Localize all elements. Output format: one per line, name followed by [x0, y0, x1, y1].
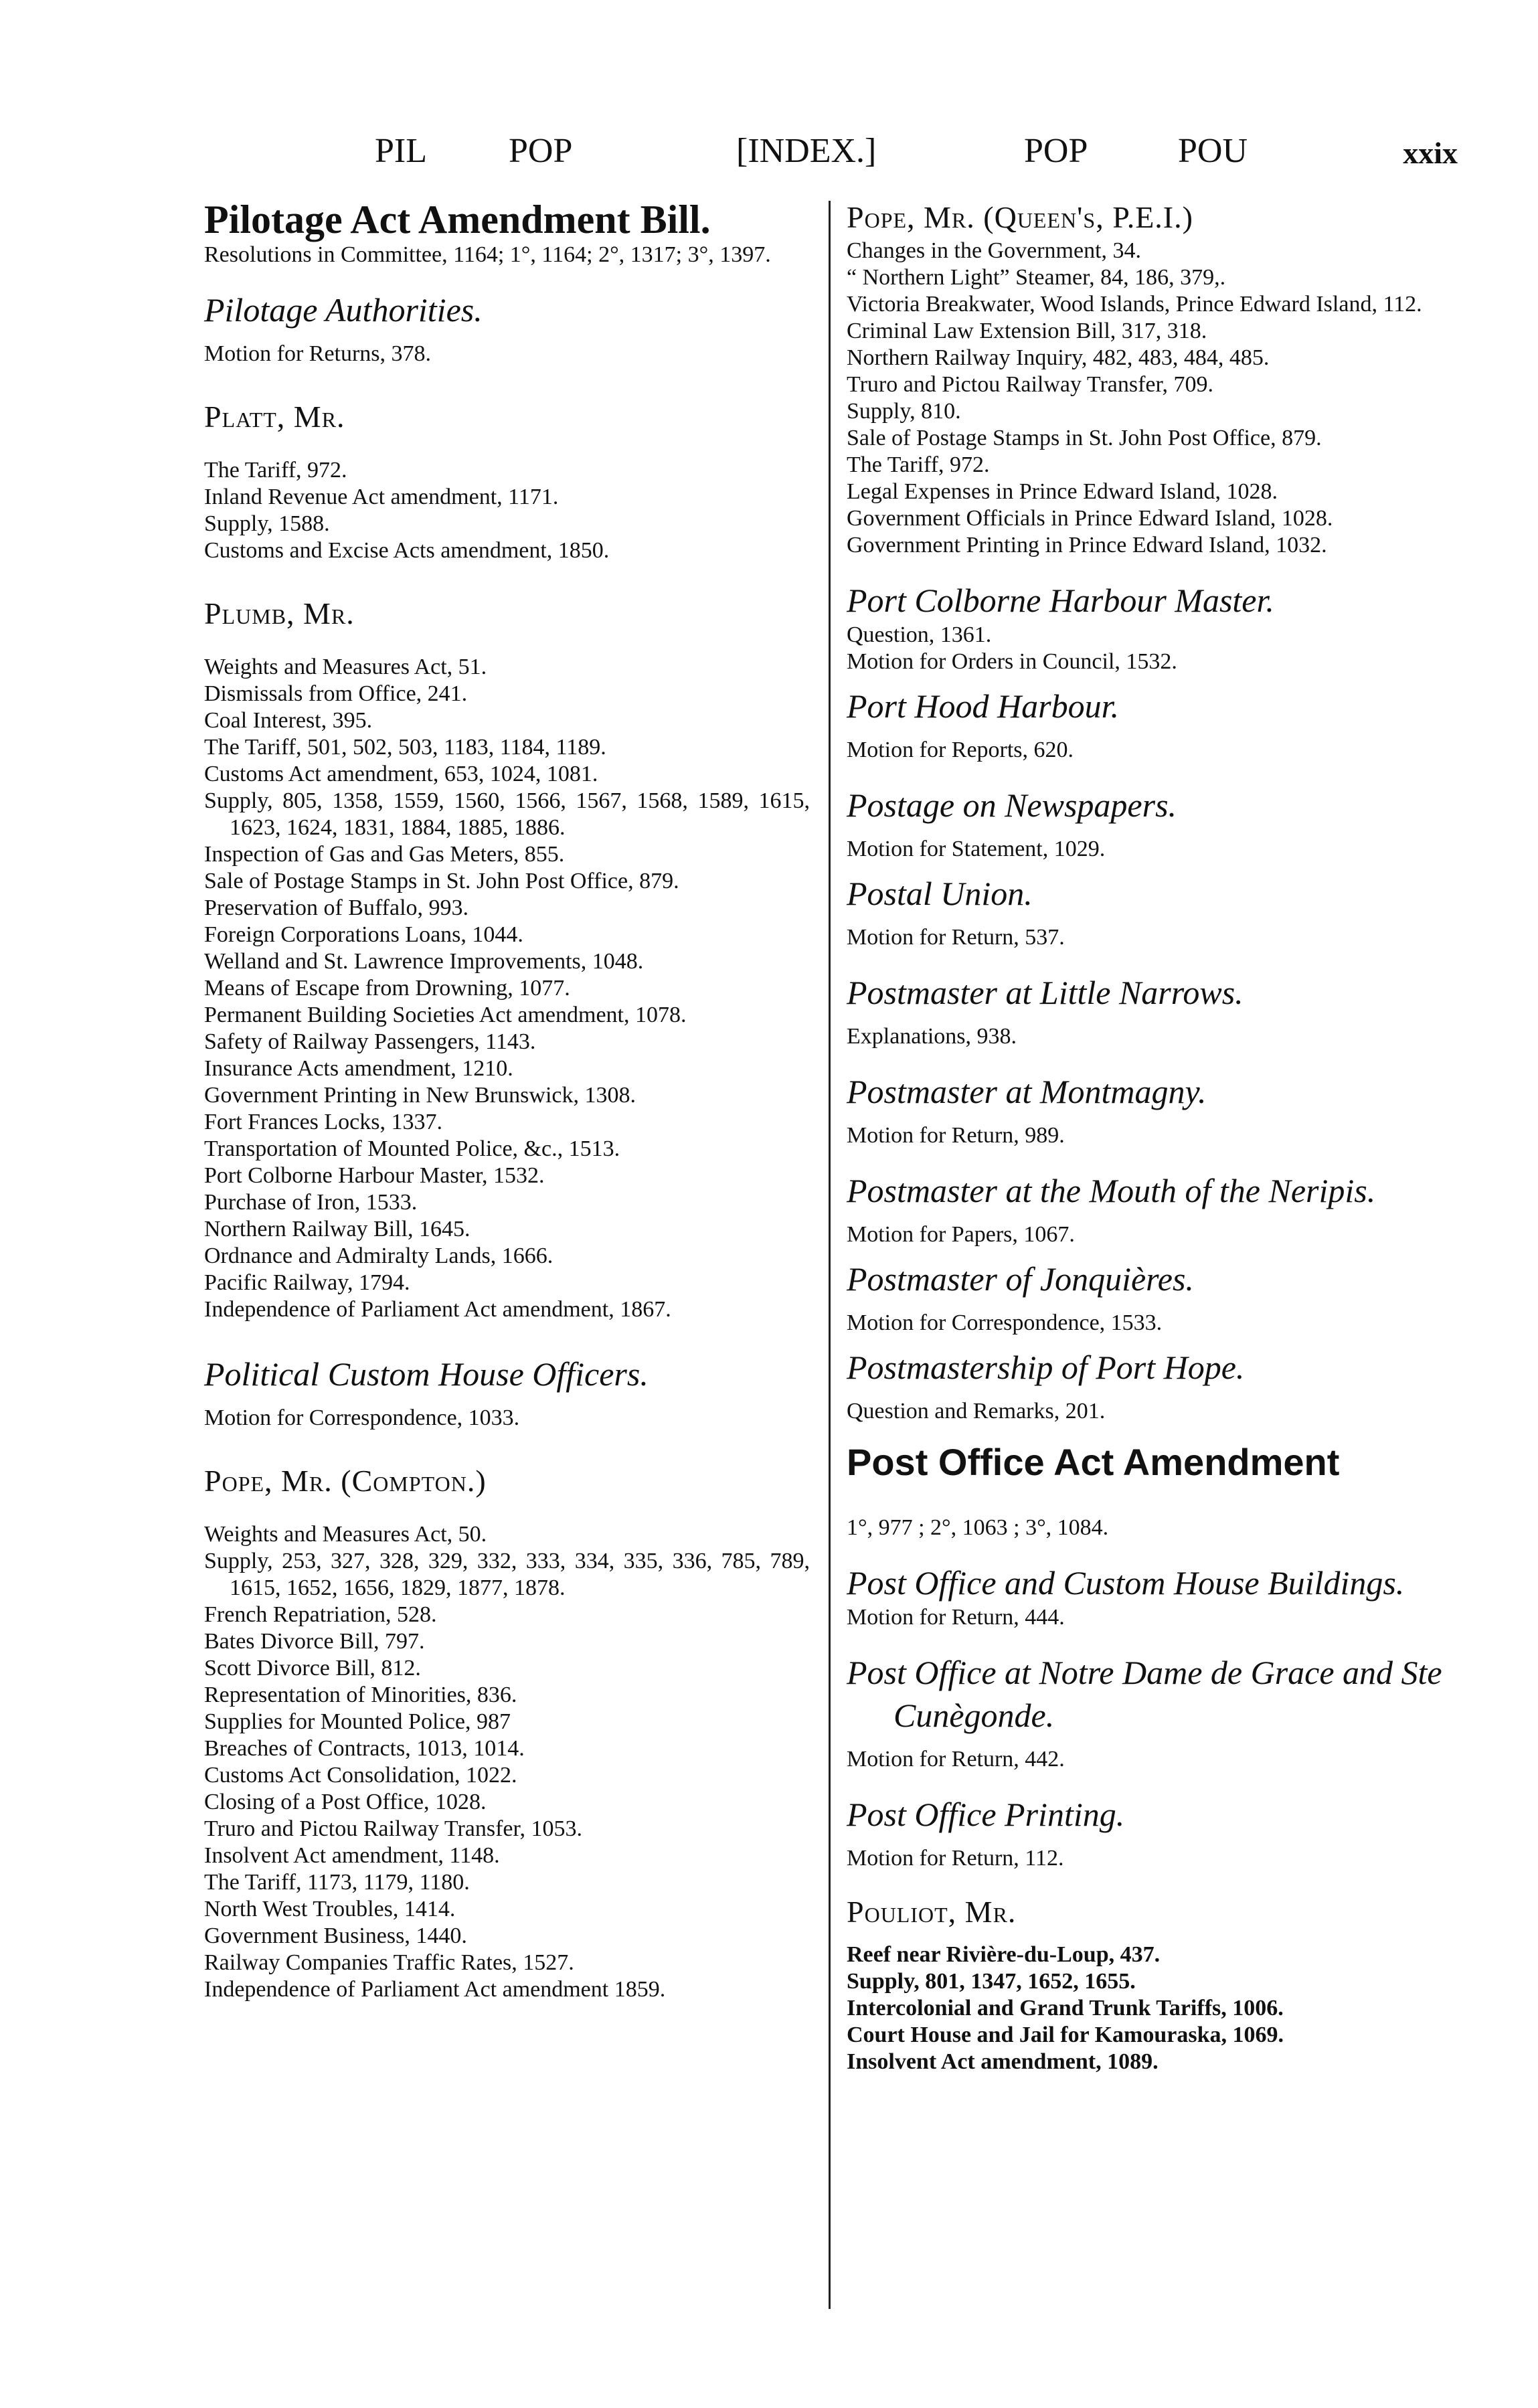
- entry-po-printing: [847, 1793, 1456, 1872]
- list-item: Motion for Return, 442.: [847, 1747, 1065, 1772]
- list-item: Motion for Correspondence, 1033.: [204, 1405, 520, 1430]
- list-item: Closing of a Post Office, 1028.: [204, 1790, 487, 1814]
- list-item: Motion for Statement, 1029.: [847, 837, 1106, 861]
- list-item: Court House and Jail for Kamouraska, 1069.: [847, 2023, 1284, 2047]
- list-item: Preservation of Buffalo, 993.: [204, 895, 469, 920]
- entry-heading: Port Colborne Harbour Master.: [847, 582, 1274, 619]
- entry-heading: Postal Union.: [847, 875, 1033, 912]
- list-item: Government Officials in Prince Edward Island, 1028.: [847, 506, 1333, 531]
- list-item: Breaches of Contracts, 1013, 1014.: [204, 1736, 525, 1761]
- running-header: [201, 131, 1458, 178]
- entry-pope-compton: [204, 1461, 810, 2003]
- entry-heading: Post Office at Notre Dame de Grace and Ste Cunègonde.: [847, 1654, 1442, 1734]
- entry-heading: Postmaster at Montmagny.: [847, 1073, 1207, 1110]
- list-item: Reef near Rivière-du-Loup, 437.: [847, 1942, 1161, 1967]
- entry-items: [847, 1515, 1456, 1541]
- entry-items: [847, 836, 1456, 863]
- entry-heading: Pope, Mr. (Queen's, P.E.I.): [847, 200, 1193, 234]
- entry-heading: Pope, Mr. (Compton.): [204, 1464, 487, 1498]
- list-item: Supply, 1588.: [204, 511, 330, 536]
- right-column: [847, 197, 1456, 2075]
- list-item: “ Northern Light” Steamer, 84, 186, 379,.: [847, 265, 1226, 290]
- entry-items: [847, 238, 1456, 559]
- list-item: North West Troubles, 1414.: [204, 1897, 456, 1921]
- entry-heading: Postmaster of Jonquières.: [847, 1260, 1194, 1298]
- list-item: Explanations, 938.: [847, 1024, 1017, 1049]
- list-item: Customs Act Consolidation, 1022.: [204, 1763, 517, 1788]
- entry-heading: Political Custom House Officers.: [204, 1355, 649, 1393]
- list-item: Government Printing in New Brunswick, 1308.: [204, 1083, 636, 1108]
- list-item: Dismissals from Office, 241.: [204, 681, 468, 706]
- entry-items: [204, 341, 810, 367]
- list-item: Intercolonial and Grand Trunk Tariffs, 1006.: [847, 1996, 1284, 2020]
- entry-postmaster-neripis: [847, 1169, 1456, 1248]
- header-right-b: POU: [1178, 132, 1248, 170]
- list-item: The Tariff, 972.: [204, 458, 347, 483]
- list-item: Changes in the Government, 34.: [847, 238, 1142, 263]
- entry-heading: Postmaster at the Mouth of the Neripis.: [847, 1172, 1376, 1209]
- entry-heading: Post Office Printing.: [847, 1796, 1125, 1833]
- list-item: 1°, 977 ; 2°, 1063 ; 3°, 1084.: [847, 1515, 1109, 1540]
- list-item: Inspection of Gas and Gas Meters, 855.: [204, 842, 565, 867]
- list-item: Welland and St. Lawrence Improvements, 1048.: [204, 949, 644, 974]
- list-item: Insolvent Act amendment, 1148.: [204, 1843, 500, 1868]
- entry-post-office-act: [847, 1440, 1456, 1541]
- entry-heading: Postmastership of Port Hope.: [847, 1349, 1245, 1386]
- entry-pilotage-authorities: [204, 288, 810, 367]
- entry-items: [847, 1845, 1456, 1872]
- entry-heading: Pilotage Act Amendment Bill.: [204, 197, 711, 242]
- entry-postmaster-montmagny: [847, 1070, 1456, 1149]
- list-item: Weights and Measures Act, 51.: [204, 655, 487, 679]
- entry-political-officers: [204, 1353, 810, 1432]
- list-item: Motion for Reports, 620.: [847, 738, 1074, 762]
- entry-port-colborne: [847, 579, 1456, 675]
- entry-items: [847, 737, 1456, 764]
- list-item: Motion for Papers, 1067.: [847, 1222, 1075, 1247]
- header-left-a: PIL: [375, 132, 427, 170]
- list-item: The Tariff, 1173, 1179, 1180.: [204, 1870, 470, 1895]
- entry-items: [847, 1398, 1456, 1425]
- list-item: Weights and Measures Act, 50.: [204, 1522, 487, 1547]
- entry-postmastership-port-hope: [847, 1346, 1456, 1425]
- entry-plumb: [204, 594, 810, 1323]
- list-item: Transportation of Mounted Police, &c., 1513.: [204, 1136, 620, 1161]
- entry-items: [847, 1122, 1456, 1149]
- header-left-b: POP: [509, 132, 573, 170]
- list-item: Independence of Parliament Act amendment 1859.: [204, 1977, 666, 2002]
- list-item: Truro and Pictou Railway Transfer, 1053.: [204, 1816, 582, 1841]
- list-item: Purchase of Iron, 1533.: [204, 1190, 418, 1215]
- list-item: The Tariff, 972.: [847, 452, 990, 477]
- list-item: Motion for Return, 112.: [847, 1846, 1064, 1871]
- list-item: Supply, 810.: [847, 399, 961, 424]
- entry-items: [204, 242, 810, 268]
- entry-heading: Post Office and Custom House Buildings.: [847, 1564, 1405, 1602]
- list-item: Truro and Pictou Railway Transfer, 709.: [847, 372, 1213, 397]
- list-item: Supplies for Mounted Police, 987: [204, 1709, 511, 1734]
- list-item: Question, 1361.: [847, 622, 992, 647]
- list-item: Foreign Corporations Loans, 1044.: [204, 922, 523, 947]
- entry-heading: Postage on Newspapers.: [847, 786, 1177, 824]
- list-item: Motion for Correspondence, 1533.: [847, 1310, 1163, 1335]
- entry-platt: [204, 397, 810, 564]
- entry-items: [204, 1405, 810, 1432]
- list-item: Customs Act amendment, 653, 1024, 1081.: [204, 762, 598, 786]
- entry-items: [847, 1310, 1456, 1337]
- list-item: Ordnance and Admiralty Lands, 1666.: [204, 1243, 553, 1268]
- list-item: Northern Railway Bill, 1645.: [204, 1217, 471, 1241]
- header-center: [INDEX.]: [736, 132, 877, 170]
- entry-items: [847, 1221, 1456, 1248]
- list-item: Scott Divorce Bill, 812.: [204, 1656, 421, 1681]
- entry-postage-newspapers: [847, 784, 1456, 863]
- list-item: Government Business, 1440.: [204, 1923, 467, 1948]
- list-item: Northern Railway Inquiry, 482, 483, 484, 485.: [847, 345, 1270, 370]
- list-item: Government Printing in Prince Edward Island, 1032.: [847, 533, 1327, 557]
- entry-postal-union: [847, 872, 1456, 951]
- list-item: Resolutions in Committee, 1164; 1°, 1164; 2°, 1317; 3°, 1397.: [204, 242, 771, 267]
- entry-items: [204, 654, 810, 1323]
- list-item: Sale of Postage Stamps in St. John Post Office, 879.: [204, 869, 679, 893]
- list-item: Criminal Law Extension Bill, 317, 318.: [847, 319, 1207, 343]
- list-item: Inland Revenue Act amendment, 1171.: [204, 485, 559, 509]
- list-item: Motion for Orders in Council, 1532.: [847, 649, 1177, 674]
- list-item: Legal Expenses in Prince Edward Island, 1028.: [847, 479, 1278, 504]
- list-item: Supply, 805, 1358, 1559, 1560, 1566, 1567, 1568, 1589, 1615, 1623, 1624, 1831, 1884, 1885, 1886.: [204, 788, 810, 840]
- entry-postmaster-jonquieres: [847, 1258, 1456, 1337]
- entry-items: [847, 1942, 1456, 2075]
- entry-items: [847, 1023, 1456, 1050]
- list-item: Means of Escape from Drowning, 1077.: [204, 976, 570, 1001]
- entry-items: [847, 1746, 1456, 1773]
- entry-heading: Pouliot, Mr.: [847, 1895, 1017, 1929]
- list-item: Motion for Return, 444.: [847, 1605, 1065, 1630]
- entry-heading: Plumb, Mr.: [204, 596, 355, 630]
- column-divider: [829, 201, 831, 2309]
- list-item: Motion for Return, 989.: [847, 1123, 1065, 1148]
- header-right-a: POP: [1024, 132, 1088, 170]
- entry-postmaster-little-narrows: [847, 971, 1456, 1050]
- list-item: French Repatriation, 528.: [204, 1602, 437, 1627]
- list-item: Railway Companies Traffic Rates, 1527.: [204, 1950, 574, 1975]
- list-item: Fort Frances Locks, 1337.: [204, 1110, 443, 1134]
- list-item: Coal Interest, 395.: [204, 708, 373, 733]
- entry-items: [847, 622, 1456, 675]
- entry-items: [847, 924, 1456, 951]
- list-item: Independence of Parliament Act amendment, 1867.: [204, 1297, 671, 1322]
- list-item: Insurance Acts amendment, 1210.: [204, 1056, 513, 1081]
- entry-pilotage-bill: [204, 197, 810, 268]
- entry-heading: Pilotage Authorities.: [204, 291, 483, 329]
- list-item: Insolvent Act amendment, 1089.: [847, 2049, 1159, 2074]
- page-number: xxix: [1403, 136, 1458, 170]
- list-item: Question and Remarks, 201.: [847, 1399, 1106, 1424]
- entry-heading: Platt, Mr.: [204, 400, 345, 434]
- list-item: Motion for Return, 537.: [847, 925, 1065, 950]
- entry-po-notre-dame: [847, 1651, 1456, 1773]
- entry-po-custom-buildings: [847, 1561, 1456, 1631]
- left-column: [204, 197, 810, 2003]
- list-item: Representation of Minorities, 836.: [204, 1683, 517, 1707]
- list-item: Pacific Railway, 1794.: [204, 1270, 410, 1295]
- list-item: Sale of Postage Stamps in St. John Post Office, 879.: [847, 426, 1322, 450]
- list-item: Supply, 801, 1347, 1652, 1655.: [847, 1969, 1136, 1994]
- list-item: Supply, 253, 327, 328, 329, 332, 333, 334, 335, 336, 785, 789, 1615, 1652, 1656, 1829, 1877, 1878.: [204, 1549, 810, 1600]
- entry-pope-queens: [847, 197, 1456, 559]
- entry-heading: Port Hood Harbour.: [847, 687, 1119, 725]
- entry-heading: Post Office Act Amendment: [847, 1441, 1340, 1483]
- list-item: Safety of Railway Passengers, 1143.: [204, 1029, 536, 1054]
- entry-items: [204, 457, 810, 564]
- entry-port-hood: [847, 685, 1456, 764]
- list-item: Victoria Breakwater, Wood Islands, Prince Edward Island, 112.: [847, 292, 1422, 317]
- list-item: Bates Divorce Bill, 797.: [204, 1629, 425, 1654]
- entry-pouliot: [847, 1892, 1456, 2075]
- list-item: Permanent Building Societies Act amendment, 1078.: [204, 1003, 687, 1027]
- entry-items: [204, 1521, 810, 2003]
- list-item: Port Colborne Harbour Master, 1532.: [204, 1163, 545, 1188]
- entry-heading: Postmaster at Little Narrows.: [847, 974, 1244, 1011]
- entry-items: [847, 1604, 1456, 1631]
- list-item: Customs and Excise Acts amendment, 1850.: [204, 538, 610, 563]
- list-item: Motion for Returns, 378.: [204, 341, 432, 366]
- list-item: The Tariff, 501, 502, 503, 1183, 1184, 1189.: [204, 735, 606, 760]
